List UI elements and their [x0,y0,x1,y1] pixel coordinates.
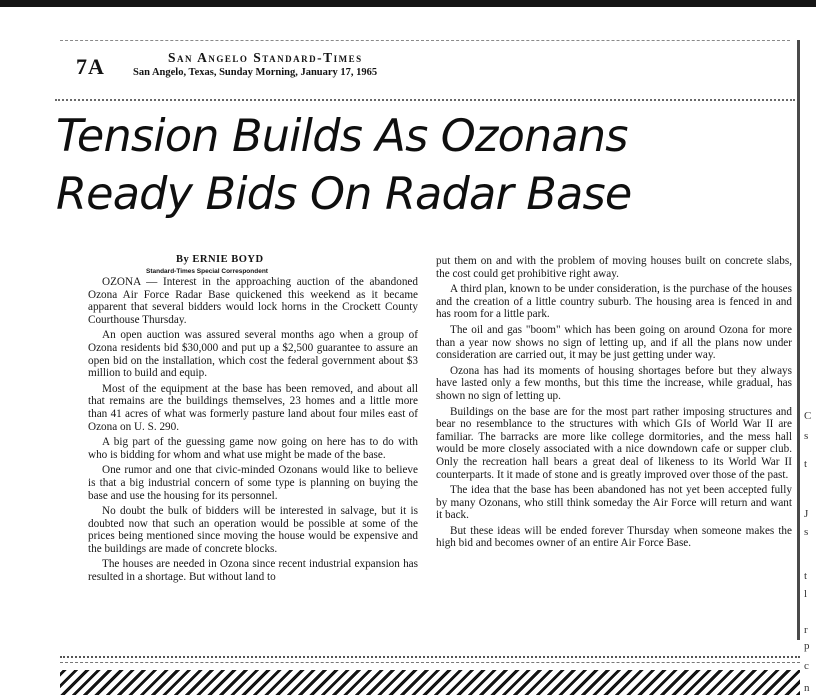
paragraph: OZONA — Interest in the approaching auction of the abandoned Ozona Air Force Radar Base quickened this weekend as it became apparent that several bidders would lock horns in the Crockett County Courthouse Thursday. [88,276,418,326]
headline-line-2: Ready Bids On Radar Base [56,169,632,220]
paragraph: Buildings on the base are for the most part rather imposing structures and bear no resemblance to the structures with which GIs of World War II are familiar. The barracks are more like college dormitories, and the mess hall would be more closely associated with a nice downdown cafe or supper club. Only the recreation hall bears a great deal of likeness to its World War II counterparts. It it made of stone and is greatly improved over those of the past. [436,405,792,481]
paragraph: Most of the equipment at the base has been removed, and about all that remains are the buildings themselves, 23 homes and a little more than 41 acres of what was formerly pasture land about four miles east of Ozona on U. S. 290. [88,382,418,433]
dateline: San Angelo, Texas, Sunday Morning, January 17, 1965 [133,67,378,78]
paragraph: An open auction was assured several months ago when a group of Ozona residents bid $30,000 and put up a $2,500 guarantee to assure an open bid on the installation, which cost the federal government about $3 million to build and equip. [88,329,418,380]
paragraph: No doubt the bulk of bidders will be interested in salvage, but it is doubted now that such an operation would be possible at some of the prices being mentioned since moving the house would be expensive and the buildings are made of concrete blocks. [88,505,418,555]
bottom-border-band [60,670,800,695]
edge-fragment: t [804,458,808,470]
edge-fragment: C [804,410,812,422]
paragraph: Ozona has had its moments of housing shortages before but they always have lasted only a few months, but this time the increase, while gradual, has shown no sign of letting up. [436,364,792,402]
paragraph: But these ideas will be ended forever Thursday when someone makes the high bid and becomes owner of an entire Air Force Base. [436,524,792,550]
bottom-rule [60,656,800,663]
paragraph: put them on and with the problem of moving houses built on concrete slabs, the cost could get prohibitive right away. [436,255,792,280]
paragraph: The oil and gas "boom" which has been going on around Ozona for more than a year now shows no sign of letting up, and if all the plans now under consideration are carried out, it may be just getting under way. [436,323,792,362]
adjacent-column-fragments [800,40,816,694]
edge-fragment: n [804,682,810,694]
paragraph: One rumor and one that civic-minded Ozonans would like to believe is that a big industrial concern of some type is planning on buying the base and use the housing for its personnel. [88,464,418,502]
masthead-divider [55,99,795,101]
headline-line-1: Tension Builds As Ozonans [56,111,628,162]
byline-author: By ERNIE BOYD [176,254,264,265]
header-rule [60,40,790,41]
article-column-right [436,255,792,553]
edge-fragment: s [804,430,809,442]
bottom-margin [0,672,60,695]
edge-fragment: r [804,624,808,636]
edge-fragment: c [804,660,809,672]
edge-fragment: l [804,588,808,600]
edge-fragment: J [804,508,809,520]
top-border [0,0,816,7]
page-number: 7A [76,54,105,79]
byline-title: Standard-Times Special Correspondent [146,268,268,275]
article-column-left [88,276,418,587]
edge-fragment: s [804,526,809,538]
edge-fragment: t [804,570,808,582]
paragraph: A third plan, known to be under consideration, is the purchase of the houses and the creation of a little country suburb. The housing area is fenced in and has room for a little park. [436,283,792,321]
paragraph: The idea that the base has been abandoned has not yet been accepted fully by many Ozonans, who still think someday the Air Force will return and want it back. [436,484,792,522]
paragraph: The houses are needed in Ozona since recent industrial expansion has resulted in a shortage. But without land to [88,558,418,584]
headline [56,108,796,224]
newspaper-name: San Angelo Standard-Times [168,50,363,65]
edge-fragment: p [804,640,810,652]
paragraph: A big part of the guessing game now going on here has to do with who is bidding for whom and what use might be made of the base. [88,436,418,461]
